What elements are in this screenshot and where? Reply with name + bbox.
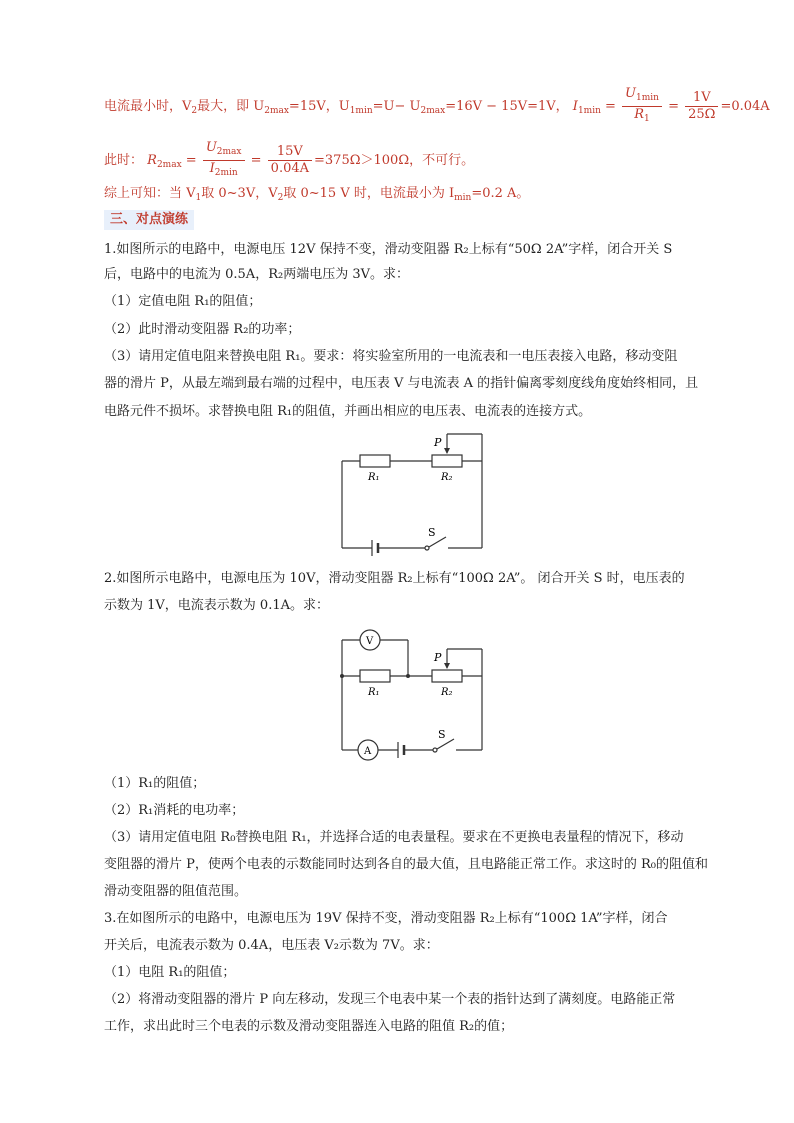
q2-part-1: （1）R₁的阻值； — [104, 776, 206, 791]
q2-part-3-a: （3）请用定值电阻 R₀替换电阻 R₁，并选择合适的电表量程。要求在不更换电表量程的情况下，移动 — [104, 830, 684, 845]
fraction-u1min-r1: $\frac{U_{1min}}{R_1}$ — [622, 86, 662, 127]
q2-part-3-b: 变阻器的滑片 P，使两个电表的示数能同时达到各自的最大值，且电路能正常工作。求这时的 R₀的阻值和 — [104, 857, 709, 872]
q3-line-2: 开关后，电流表示数为 0.4A，电压表 V₂示数为 7V。求： — [104, 938, 439, 953]
solution-conclusion: 综上可知：当 $V_1$取 0~3V，$V_2$取 0~15 V 时，电流最小为 $I_{min}=0.2$ A。 — [104, 186, 530, 203]
q2-ammeter-label: A — [364, 746, 372, 757]
q3-part-2-b: 工作，求出此时三个电表的示数及滑动变阻器连入电路的阻值 R₂的值； — [104, 1019, 514, 1034]
q1-line-2: 后，电路中的电流为 0.5A，R₂两端电压为 3V。求： — [104, 267, 409, 282]
q3-part-1: （1）电阻 R₁的阻值； — [104, 965, 236, 980]
q2-line-1: 2.如图所示电路中，电源电压为 10V，滑动变阻器 R₂上标有“100Ω 2A”。 闭合开关 S 时，电压表的 — [104, 571, 685, 586]
q1-label-p: P — [434, 436, 442, 449]
q1-part-3-c: 电路元件不损坏。求替换电阻 R₁的阻值，并画出相应的电压表、电流表的连接方式。 — [104, 404, 592, 419]
section-heading: 三、对点演练 — [104, 210, 194, 230]
q3-part-2-a: （2）将滑动变阻器的滑片 P 向左移动，发现三个电表中某一个表的指针达到了满刻度。电路能正常 — [104, 992, 676, 1007]
q2-label-r1: R₁ — [368, 687, 380, 698]
q2-label-s: S — [438, 728, 446, 741]
fraction-u2max-i2min: $\frac{U_{2max}}{I_{2min}}$ — [203, 140, 245, 181]
q3-line-1: 3.在如图所示的电路中，电源电压为 19V 保持不变，滑动变阻器 R₂上标有“100Ω 1A”字样，闭合 — [104, 911, 668, 926]
q1-part-3-a: （3）请用定值电阻来替换电阻 R₁。要求：将实验室所用的一电流表和一电压表接入电路，移动变阻 — [104, 349, 678, 364]
q1-label-r2: R₂ — [441, 472, 453, 483]
fraction-15v-004a: $\frac{15V}{0.04A}$ — [268, 144, 312, 177]
solution-line-2: 此时： $R_{2max}$ = $\frac{U_{2max}}{I_{2min}}$ = $\frac{15V}{0.04A}$ =375Ω＞100Ω，不可行。 — [104, 140, 474, 181]
q1-part-3-b: 器的滑片 P，从最左端到最右端的过程中，电压表 V 与电流表 A 的指针偏离零刻度线角度始终相同，且 — [104, 376, 699, 391]
q1-part-2: （2）此时滑动变阻器 R₂的功率； — [104, 322, 301, 337]
q2-label-p: P — [434, 651, 442, 664]
q2-voltmeter-label: V — [366, 636, 374, 647]
q1-line-1: 1.如图所示的电路中，电源电压 12V 保持不变，滑动变阻器 R₂上标有“50Ω 2A”字样，闭合开关 S — [104, 242, 673, 257]
fraction-1v-25ohm: $\frac{1V}{25\Omega}$ — [685, 90, 718, 123]
q2-circuit-diagram — [330, 624, 490, 764]
q1-circuit-diagram — [330, 428, 490, 558]
q1-label-s: S — [428, 526, 436, 539]
solution-line-1: 电流最小时，$V_2$最大，即 $U_{2max}=15V$，$U_{1min}=U- U_{2max}=16V - 15V=1V$， $I_{1min}$ = $\frac{U_{1min}}{R_1}$ = $\frac{1V}{25\Omega}$ =0.04A — [104, 86, 770, 127]
q2-part-3-c: 滑动变阻器的阻值范围。 — [104, 884, 248, 899]
q2-part-2: （2）R₁消耗的电功率； — [104, 803, 245, 818]
q1-part-1: （1）定值电阻 R₁的阻值； — [104, 294, 262, 309]
q2-line-2: 示数为 1V，电流表示数为 0.1A。求： — [104, 598, 329, 613]
q2-label-r2: R₂ — [441, 687, 453, 698]
q1-label-r1: R₁ — [368, 472, 380, 483]
